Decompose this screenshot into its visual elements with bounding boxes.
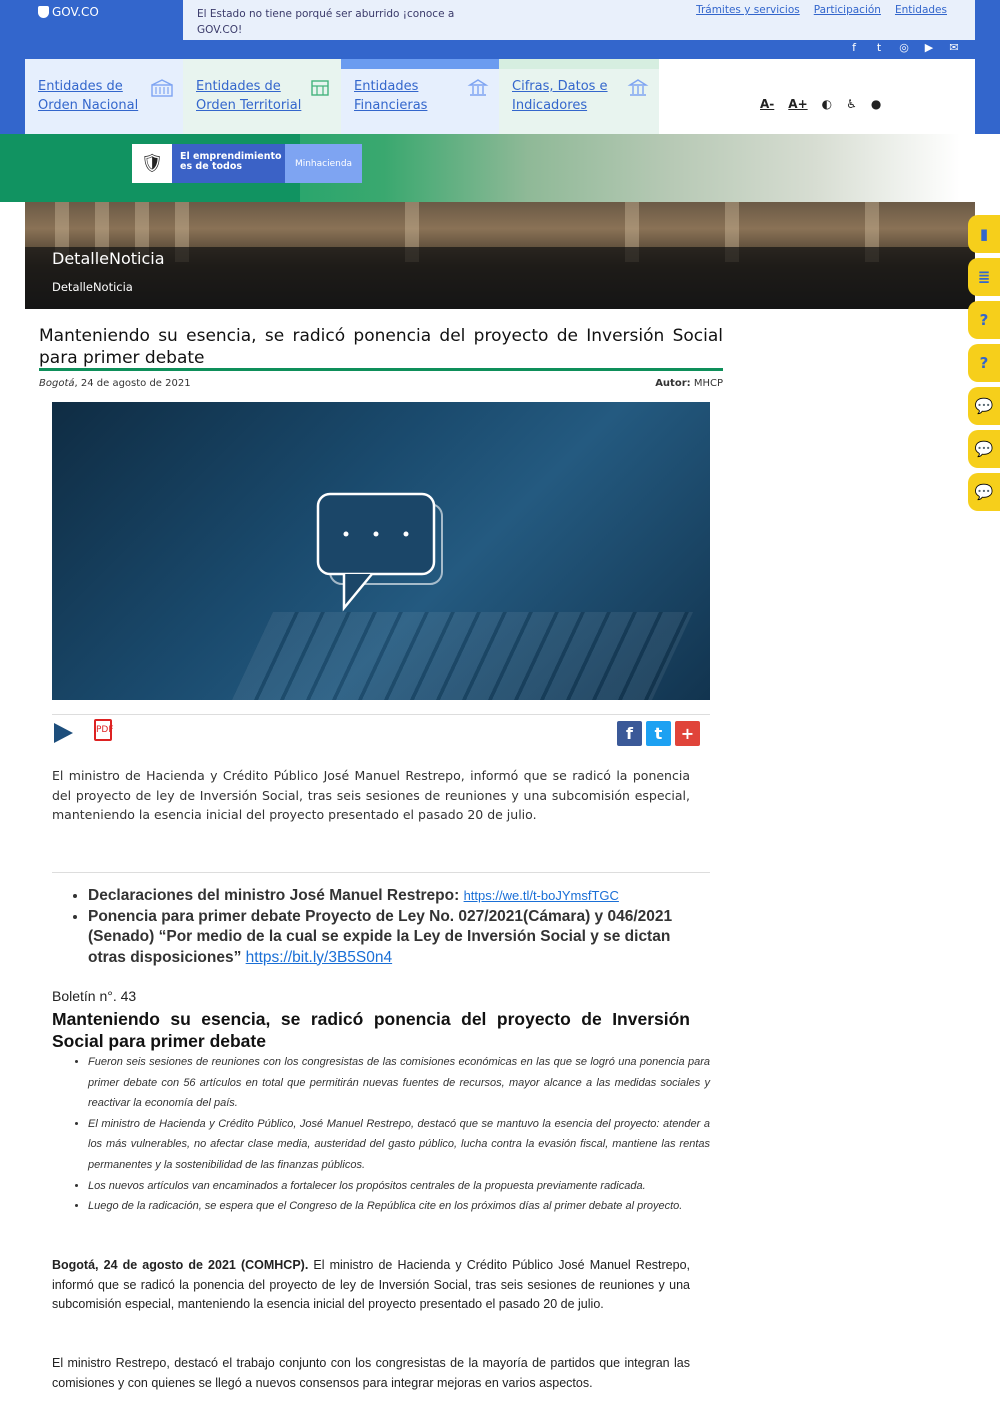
nav-label[interactable]: Cifras, Datos e Indicadores — [512, 79, 608, 113]
participacion-link[interactable]: Participación — [813, 4, 881, 16]
article-title: Manteniendo su esencia, se radicó ponencia del proyecto de Inversión Social para primer debate — [39, 326, 723, 368]
list-item: • Fueron seis sesiones de reuniones con los congresistas de las comisiones económicas en las que se logró una ponencia para primer debate con 56 artículos en total que permitirán nuevas fuentes de recursos, mayor alcance a las medidas sociales y reactivar la economía del país. — [88, 1052, 710, 1114]
download-list — [72, 886, 696, 968]
top-strip-text: El Estado no tiene porqué ser aburrido ¡conoce a GOV.CO! — [197, 8, 455, 36]
entidades-link[interactable]: Entidades — [894, 4, 947, 16]
divider — [52, 872, 710, 873]
article-date: Bogotá, 24 de agosto de 2021 — [39, 378, 191, 389]
building-icon — [151, 79, 173, 97]
entity-nav — [25, 59, 975, 134]
list-item: • El ministro de Hacienda y Crédito Público, José Manuel Restrepo, destacó que se mantuvo la esencia del proyecto: atender a los más vulnerables, no afectar clase media, austeridad del gasto público, lucha contra la evasión fiscal, mantiene las rentas permanentes y la sostenibilidad de las finanzas públicos. — [88, 1114, 710, 1176]
document-tab-icon[interactable]: ▮ — [968, 215, 1000, 253]
tramites-link[interactable]: Trámites y servicios — [696, 4, 800, 16]
twitter-icon[interactable]: t — [876, 41, 882, 54]
nav-label[interactable]: Entidades de Orden Nacional — [38, 79, 139, 113]
nav-financieras[interactable] — [341, 59, 499, 134]
chat-tab-icon[interactable]: 💬 — [968, 387, 1000, 425]
brand-slogan: El emprendimiento es de todos — [180, 151, 282, 172]
breadcrumb: DetalleNoticia — [52, 280, 133, 294]
list-item: • Luego de la radicación, se espera que el Congreso de la República cite en los próximos días al primer debate al proyecto. — [88, 1196, 710, 1217]
social-links — [848, 42, 960, 54]
bulletin-number: Boletín n°. 43 — [52, 988, 137, 1004]
nav-orden-territorial[interactable] — [183, 59, 341, 134]
youtube-icon[interactable]: ▶ — [924, 41, 934, 54]
twitter-share-icon[interactable]: t — [646, 721, 671, 746]
add-share-icon[interactable]: + — [675, 721, 700, 746]
chat-tab-icon[interactable]: 💬 — [968, 473, 1000, 511]
download-link[interactable]: https://bit.ly/3B5S0n4 — [245, 948, 393, 966]
article-paragraph: Bogotá, 24 de agosto de 2021 (COMHCP). El ministro de Hacienda y Crédito Público José Manuel Restrepo, informó que se radicó la ponencia del proyecto de ley de Inversión Social, tras seis sesiones de reuniones y una subcomisión especial, manteniendo la esencia inicial del proyecto presentado el pasado 20 de julio. — [52, 1258, 690, 1312]
facebook-share-icon[interactable]: f — [617, 721, 642, 746]
list-tab-icon[interactable]: ≣ — [968, 258, 1000, 296]
top-strip — [183, 0, 975, 40]
user-icon[interactable]: ● — [870, 97, 882, 111]
play-icon[interactable] — [54, 723, 73, 743]
article-lead: El ministro de Hacienda y Crédito Público José Manuel Restrepo, informó que se radicó la ponencia del proyecto de ley de Inversión Social, tras seis sesiones de reuniones y una subcomisión especial, manteniendo la esencia inicial del proyecto presentado el pasado 20 de julio. — [52, 768, 690, 823]
nav-cifras[interactable] — [499, 59, 659, 134]
article-author: Autor: MHCP — [655, 378, 723, 389]
nav-orden-nacional[interactable] — [25, 59, 183, 134]
contrast-icon[interactable]: ◐ — [821, 97, 833, 111]
list-item: • Los nuevos artículos van encaminados a fortalecer los propósitos centrales de la propuesta previamente radicada. — [88, 1176, 710, 1197]
increase-font-button[interactable]: A+ — [788, 97, 808, 111]
page-title: DetalleNoticia — [52, 249, 165, 268]
chat-bubble-icon — [314, 490, 454, 620]
help-tab-icon[interactable]: ? — [968, 301, 1000, 339]
accessibility-tools — [760, 97, 881, 111]
territory-icon — [309, 79, 331, 97]
highlights-list — [72, 1052, 710, 1217]
article-image — [52, 402, 710, 700]
article-subtitle: Manteniendo su esencia, se radicó ponencia del proyecto de Inversión Social para primer debate — [52, 1009, 690, 1051]
download-link[interactable]: https://we.tl/t-boJYmsfTGC — [463, 888, 619, 903]
chat-tab-icon[interactable]: 💬 — [968, 430, 1000, 468]
share-buttons — [617, 721, 700, 746]
pdf-icon[interactable]: PDF — [94, 719, 112, 741]
nav-label[interactable]: Entidades de Orden Territorial — [196, 79, 302, 113]
coat-of-arms-icon: 🛡 — [132, 144, 172, 183]
decrease-font-button[interactable]: A- — [760, 97, 775, 111]
list-item: • Ponencia para primer debate Proyecto de Ley No. 027/2021(Cámara) y 046/2021 (Senado) “Por medio de la cual se expide la Ley de Inversión Social y se dictan otras disposiciones” https://bit.ly/3B5S0n4 — [88, 907, 696, 969]
page-hero — [25, 202, 975, 309]
title-underline — [39, 368, 723, 371]
facebook-icon[interactable]: f — [852, 41, 856, 54]
mail-icon[interactable]: ✉ — [949, 41, 959, 54]
ministry-logo[interactable]: Minhacienda — [285, 144, 362, 183]
bank-icon — [467, 79, 489, 97]
top-links — [696, 4, 947, 16]
shield-icon — [38, 6, 49, 18]
help-tab-icon[interactable]: ? — [968, 344, 1000, 382]
gov-co-logo[interactable] — [38, 5, 99, 19]
list-item: • Declaraciones del ministro José Manuel Restrepo: https://we.tl/t-boJYmsfTGC — [88, 886, 696, 907]
accessibility-icon[interactable]: ♿ — [846, 97, 857, 111]
bank-icon — [627, 79, 649, 97]
nav-label[interactable]: Entidades Financieras — [354, 79, 428, 113]
instagram-icon[interactable]: ◎ — [899, 41, 909, 54]
gov-logo-text: GOV.CO — [52, 5, 99, 19]
article-paragraph: El ministro Restrepo, destacó el trabajo conjunto con los congresistas de la mayoría de partidos que integran las comisiones y con quienes se llegó a nuevos consensos para integrar mejoras en varios aspectos. — [52, 1356, 690, 1390]
article-actions — [52, 714, 710, 750]
